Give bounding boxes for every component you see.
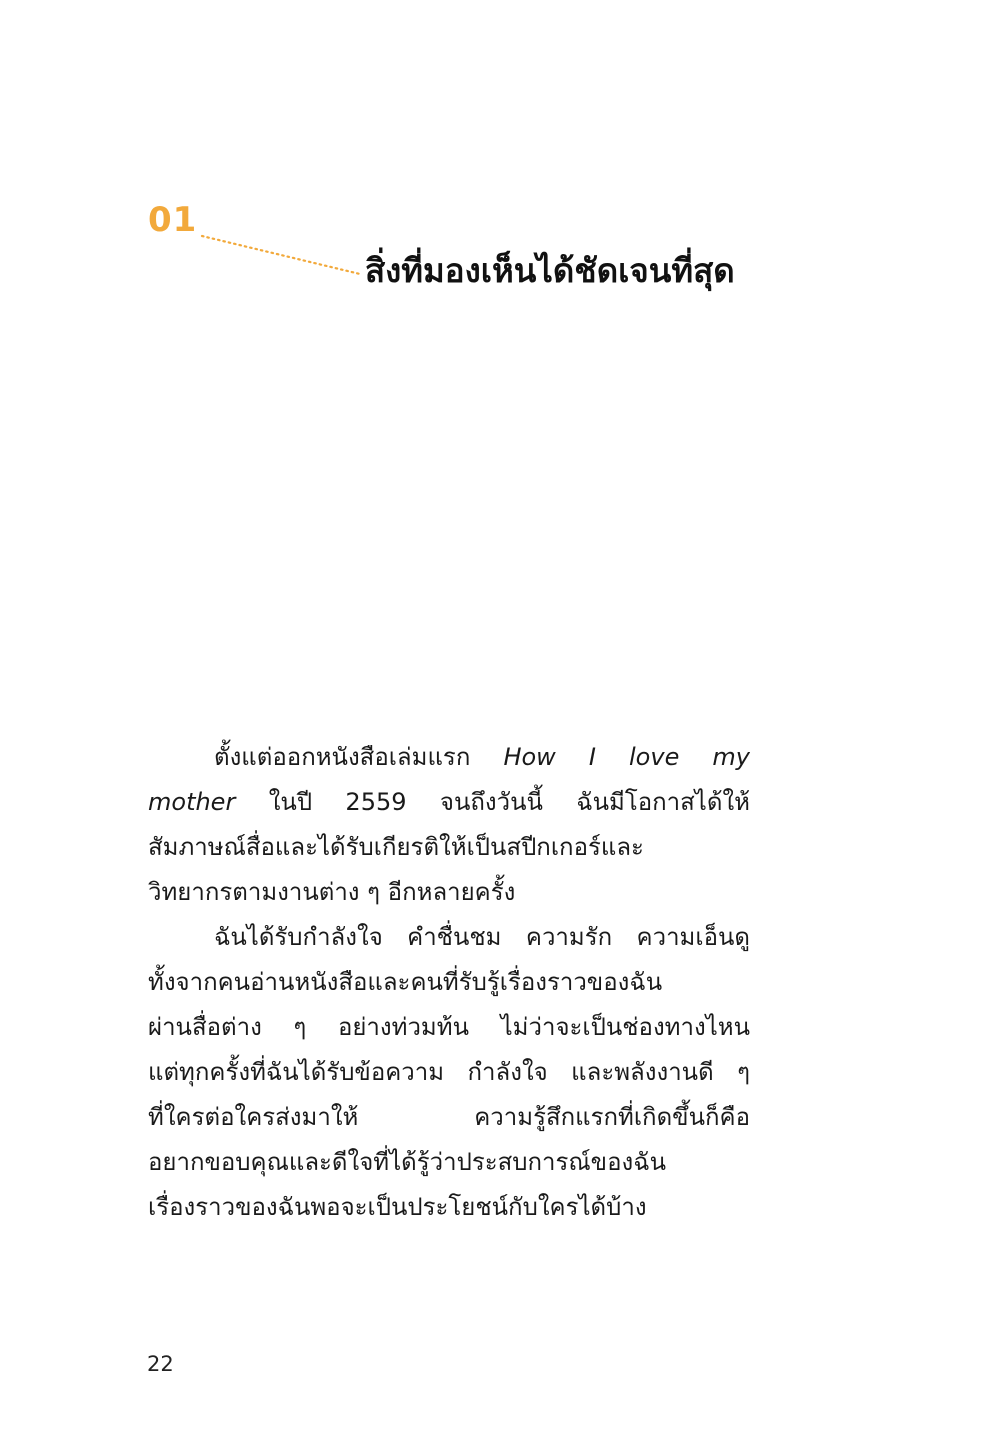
paragraph-2-line-3: ผ่านสื่อต่าง ๆ อย่างท่วมท้น ไม่ว่าจะเป็นช่องทางไหน [148,1013,750,1041]
body-text [148,735,750,1230]
paragraph-1-line-2 [148,780,750,825]
text-span: ตั้งแต่ออกหนังสือเล่มแรก [214,743,471,771]
book-title-part-2: mother [148,788,236,816]
paragraph-1-line-1 [148,735,750,780]
page-number: 22 [147,1352,174,1376]
chapter-title: สิ่งที่มองเห็นได้ชัดเจนที่สุด [365,251,735,290]
paragraph-2-line-6: อยากขอบคุณและดีใจที่ได้รู้ว่าประสบการณ์ของฉัน [148,1148,666,1176]
paragraph-2-line-7: เรื่องราวของฉันพอจะเป็นประโยชน์กับใครได้บ้าง [148,1193,647,1221]
chapter-number: 01 [148,200,198,240]
paragraph-2-line-1: ฉันได้รับกำลังใจ คำชื่นชม ความรัก ความเอ็นดู [214,923,750,951]
paragraph-1-line-3: สัมภาษณ์สื่อและได้รับเกียรติให้เป็นสปีกเกอร์และ [148,833,644,861]
paragraph-2-line-2: ทั้งจากคนอ่านหนังสือและคนที่รับรู้เรื่องราวของฉัน [148,968,663,996]
text-span: ในปี 2559 จนถึงวันนี้ ฉันมีโอกาสได้ให้ [268,788,750,816]
paragraph-2-line-5: ที่ใครต่อใครส่งมาให้ ความรู้สึกแรกที่เกิดขึ้นก็คือ [148,1103,750,1131]
dotted-leader-line [200,228,365,278]
paragraph-1-line-4: วิทยากรตามงานต่าง ๆ อีกหลายครั้ง [148,878,516,906]
book-title-part-1: How I love my [503,743,750,771]
paragraph-2-line-4: แต่ทุกครั้งที่ฉันได้รับข้อความ กำลังใจ และพลังงานดี ๆ [148,1058,750,1086]
